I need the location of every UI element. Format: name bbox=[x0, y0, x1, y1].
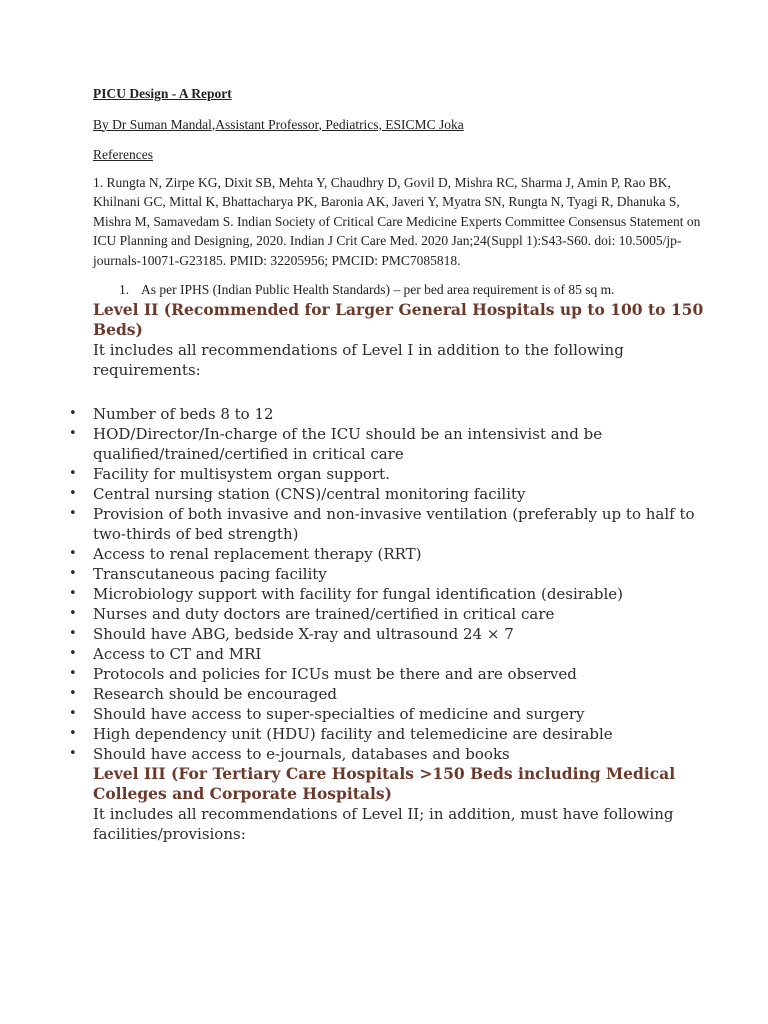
list-item: • Should have ABG, bedside X-ray and ultrasound 24 × 7 bbox=[93, 624, 713, 644]
list-item: • Access to CT and MRI bbox=[93, 644, 713, 664]
list-item: • Should have access to super-specialties of medicine and surgery bbox=[93, 704, 713, 724]
author-byline: By Dr Suman Mandal,Assistant Professor, Pediatrics, ESICMC Joka bbox=[93, 116, 464, 132]
references-heading: References bbox=[93, 147, 153, 162]
list-item: • Central nursing station (CNS)/central monitoring facility bbox=[93, 484, 713, 504]
list-item: • Research should be encouraged bbox=[93, 684, 713, 704]
list-item: • High dependency unit (HDU) facility and telemedicine are desirable bbox=[93, 724, 713, 744]
document-page bbox=[93, 84, 713, 844]
list-number: 1. bbox=[119, 282, 130, 297]
list-item: • Protocols and policies for ICUs must be there and are observed bbox=[93, 664, 713, 684]
list-item: • Microbiology support with facility for fungal identification (desirable) bbox=[93, 584, 713, 604]
list-item: • Facility for multisystem organ support. bbox=[93, 464, 713, 484]
level-2-intro: It includes all recommendations of Level I in addition to the following requirements: bbox=[93, 340, 624, 379]
list-item-text: As per IPHS (Indian Public Health Standards) – per bed area requirement is of 85 sq m. bbox=[141, 282, 615, 297]
reference-citation: 1. Rungta N, Zirpe KG, Dixit SB, Mehta Y, Chaudhry D, Govil D, Mishra RC, Sharma J, Amin P, Rao BK, Khilnani GC, Mittal K, Bhattacharya PK, Baronia AK, Javeri Y, Myatra SN, Rungta N, Tyagi R, Dhanuka S, Mishra M, Samavedam S. Indian Society of Critical Care Medicine Experts Committee Consensus Statement on ICU Planning and Designing, 2020. Indian J Crit Care Med. 2020 Jan;24(Suppl 1):S43-S60. doi: 10.5005/jp-journals-10071-G23185. PMID: 32205956; PMCID: PMC7085818. bbox=[93, 174, 701, 268]
list-item: • Access to renal replacement therapy (RRT) bbox=[93, 544, 713, 564]
level-3-intro: It includes all recommendations of Level II; in addition, must have following facilities/provisions: bbox=[93, 804, 674, 843]
list-item: • Number of beds 8 to 12 bbox=[93, 404, 713, 424]
numbered-list bbox=[93, 280, 713, 300]
level-3-heading: Level III (For Tertiary Care Hospitals >150 Beds including Medical Colleges and Corporate Hospitals) bbox=[93, 763, 676, 803]
level-2-requirements-list bbox=[93, 404, 713, 764]
level-2-heading: Level II (Recommended for Larger General Hospitals up to 100 to 150 Beds) bbox=[93, 299, 704, 339]
list-item: • Transcutaneous pacing facility bbox=[93, 564, 713, 584]
list-item: • Provision of both invasive and non-invasive ventilation (preferably up to half to two-thirds of bed strength) bbox=[93, 504, 713, 544]
list-item: • HOD/Director/In-charge of the ICU should be an intensivist and be qualified/trained/certified in critical care bbox=[93, 424, 713, 464]
list-item: • Nurses and duty doctors are trained/certified in critical care bbox=[93, 604, 713, 624]
list-item: • Should have access to e-journals, databases and books bbox=[93, 744, 713, 764]
document-title: PICU Design - A Report bbox=[93, 86, 232, 101]
list-item bbox=[95, 280, 713, 300]
